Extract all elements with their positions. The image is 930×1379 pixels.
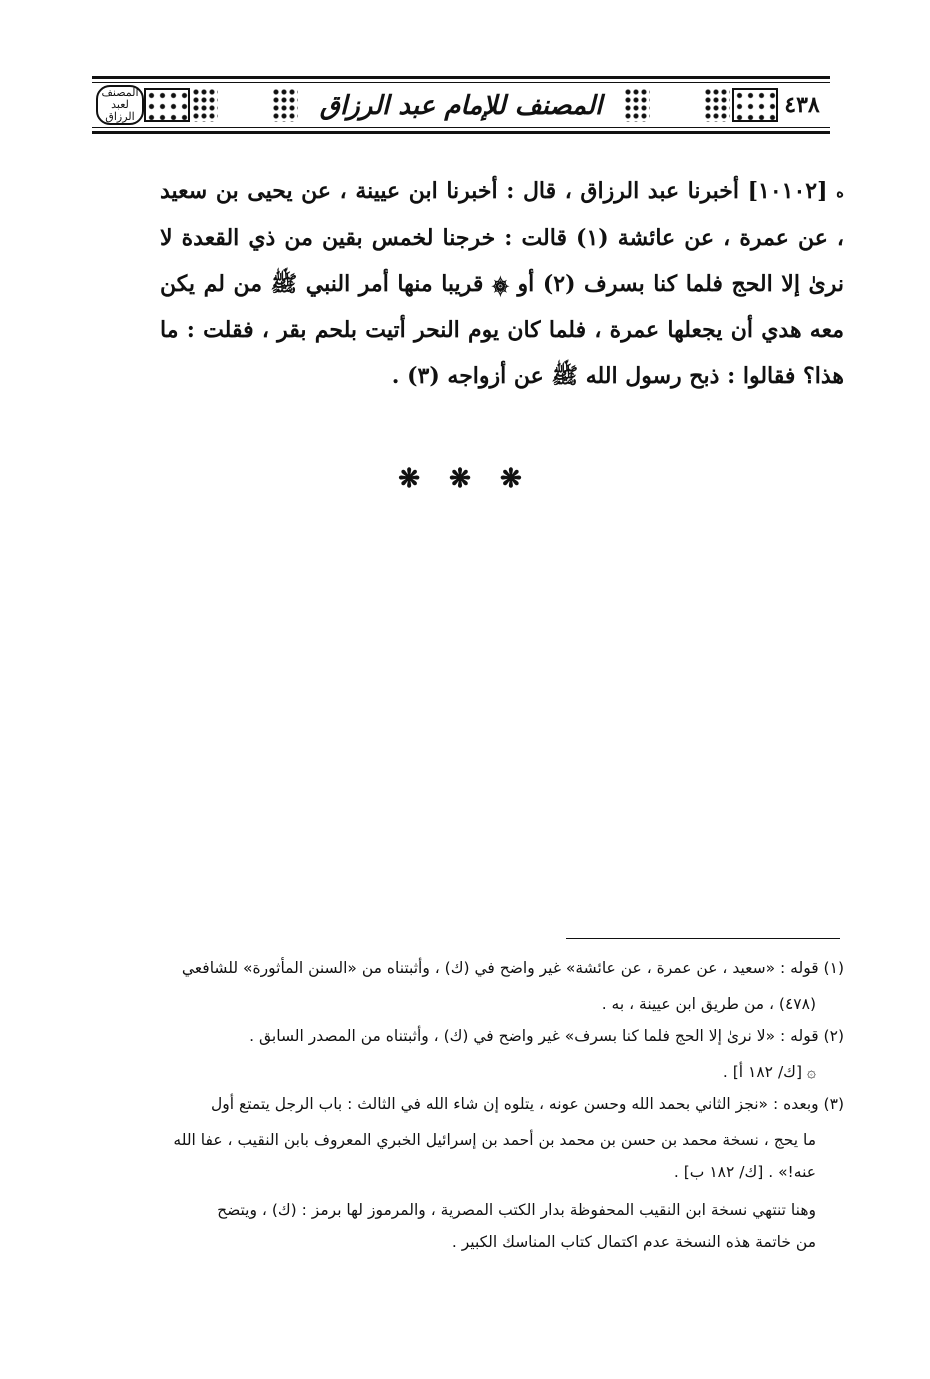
footnote-3-note: وهنا تنتهي نسخة ابن النقيب المحفوظة بدار الكتب المصرية ، والمرموز لها برمز : (ك) ، ويتضح <box>217 1201 816 1219</box>
footnote-1: (١) قوله : «سعيد ، عن عمرة ، عن عائشة» غير واضح في (ك) ، وأثبتناه من «السنن المأثورة» للشافعي <box>181 959 844 977</box>
ornament-icon <box>144 88 190 122</box>
footnote-2-continued: ۞ [ك/ ١٨٢ أ] . <box>722 1063 816 1081</box>
footnote-3-continued: ما يحج ، نسخة محمد بن حسن بن محمد بن أحمد بن إسرائيل الخبري المعروف بابن النقيب ، عفا الله <box>173 1131 816 1149</box>
footnote-2: (٢) قوله : «لا نرىٰ إلا الحج فلما كنا بسرف» غير واضح في (ك) ، وأثبتناه من المصدر السابق . <box>249 1027 844 1045</box>
footnote-3-note: من خاتمة هذه النسخة عدم اكتمال كتاب المناسك الكبير . <box>451 1233 816 1251</box>
ornament-icon <box>272 88 298 122</box>
footnote-1-continued: (٤٧٨) ، من طريق ابن عيينة ، به . <box>601 995 816 1013</box>
footnote-rule <box>566 938 840 939</box>
ornament-icon <box>624 88 650 122</box>
footnote-3-continued: عنه!» . [ك/ ١٨٢ ب] . <box>673 1163 816 1181</box>
page-header <box>92 76 830 134</box>
hadith-text: أخبرنا عبد الرزاق ، قال : أخبرنا ابن عيينة ، عن يحيى بن سعيد ، عن عمرة ، عن عائشة (١) قالت : خرجنا لخمس بقين من ذي القعدة لا نرىٰ إلا الحج فلما كنا بسرف (٢) أو ۞ قريبا منها أمر النبي ﷺ من لم يكن معه هدي أن يجعلها عمرة ، فلما كان يوم النحر أتيت بلحم بقر ، فقلت : ما هذا؟ فقالوا : ذبح رسول الله ﷺ عن أزواجه (٣) . <box>160 178 845 389</box>
book-title-badge <box>96 85 144 125</box>
footnotes <box>86 952 844 1258</box>
main-text <box>160 168 844 399</box>
ornament-icon <box>704 88 730 122</box>
badge-text: المصنف لعبد الرزاق <box>101 86 139 123</box>
hadith-paragraph <box>160 168 844 399</box>
footnote-3: (٣) وبعده : «نجز الثاني بحمد الله وحسن عونه ، يتلوه إن شاء الله في الثالث : باب الرجل يتمتع أول <box>210 1095 844 1113</box>
page-number: ٤٣٨ <box>784 92 820 118</box>
section-marker: ه <box>836 183 844 201</box>
hadith-number: [١٠١٠٢] <box>747 178 828 204</box>
ornament-icon <box>732 88 778 122</box>
section-separator: ❋ ❋ ❋ <box>398 464 532 494</box>
running-title: المصنف للإمام عبد الرزاق <box>319 91 603 121</box>
ornament-icon <box>192 88 218 122</box>
